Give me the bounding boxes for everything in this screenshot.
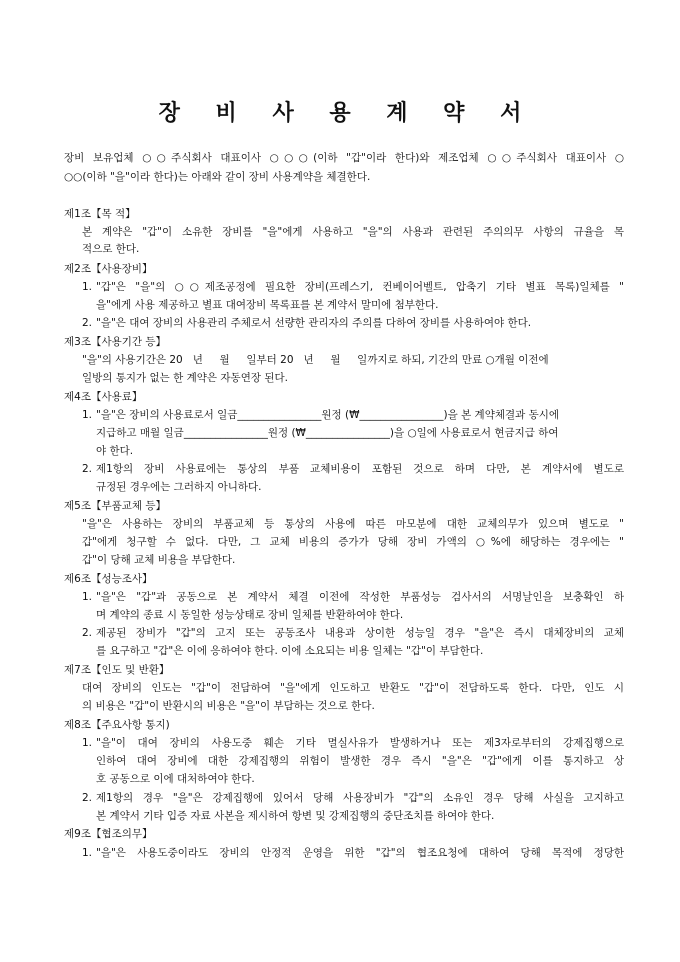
article-text: 적으로 한다.	[82, 243, 140, 255]
item-text: "을"은 대여 장비의 사용관리 주체로서 선량한 관리자의 주의를 다하여 장비를 사용하여야 한다.	[96, 317, 532, 329]
item-text: 규정된 경우에는 그러하지 아니하다.	[96, 481, 262, 493]
item-text: "을"은 "갑"과 공동으로 본 계약서 체결 이전에 작성한 부품성능 검사서의 서명날인을 보충확인 하	[96, 591, 624, 603]
article-text: 본 계약은 "갑"이 소유한 장비를 "을"에게 사용하고 "을"의 사용과 관련된 주의의무 사항의 규율을 목	[82, 226, 624, 238]
item-text: 인하여 대여 장비에 대한 강제집행의 위험이 발생한 경우 즉시 "을"은 "갑"에게 이를 통지하고 상	[96, 755, 624, 767]
article-heading: 제7조【인도 및 반환】	[64, 664, 170, 676]
item-text: 제1항의 경우 "을"은 강제집행에 있어서 당해 사용장비가 "갑"의 소유인 경우 당해 사실을 고지하고	[96, 792, 624, 804]
intro-line: ○○(이하 "을"이라 한다)는 아래와 같이 장비 사용계약을 체결한다.	[64, 171, 371, 183]
article-text: 갑"이 당해 교체 비용을 부담한다.	[82, 554, 236, 566]
item-text: "을"은 장비의 사용료로서 일금________________원정 (₩________________)을 본 계약체결과 동시에	[96, 409, 560, 421]
article-text: "을"은 사용하는 장비의 부품교체 등 통상의 사용에 따른 마모분에 대한 교체의무가 있으며 별도로 "	[82, 518, 624, 530]
item-number: 2.	[82, 792, 93, 804]
article-text: "을"의 사용기간은 20 년 월 일부터 20 년 월 일까지로 하되, 기간의 만료 ○개월 이전에	[82, 354, 549, 366]
item-text: 을"에게 사용 제공하고 별표 대여장비 목록표를 본 계약서 말미에 첨부한다.	[96, 299, 439, 311]
article-heading: 제5조【부품교체 등】	[64, 500, 167, 512]
article-heading: 제8조【주요사항 통지)	[64, 719, 170, 731]
article-heading: 제1조【목 적】	[64, 208, 136, 220]
item-text: 를 요구하고 "갑"은 이에 응하여야 한다. 이에 소요되는 비용 일체는 "갑"이 부담한다.	[96, 645, 484, 657]
article-text: 의 비용은 "갑"이 반환시의 비용은 "을"이 부담하는 것으로 한다.	[82, 700, 375, 712]
article-text: 갑"에게 청구할 수 없다. 다만, 그 교체 비용의 증가가 당해 장비 가액의 ○%에 해당하는 경우에는 "	[82, 536, 624, 548]
item-text: 야 한다.	[96, 445, 134, 457]
article-heading: 제2조【사용장비】	[64, 263, 153, 275]
item-text: 본 계약서 기타 입증 자료 사본을 제시하여 항변 및 강제집행의 중단조치를 하여야 한다.	[96, 810, 495, 822]
item-number: 1.	[82, 591, 93, 603]
item-text: 며 계약의 종료 시 동일한 성능상태로 장비 일체를 반환하여야 한다.	[96, 609, 404, 621]
item-number: 1.	[82, 281, 93, 293]
item-text: 제1항의 장비 사용료에는 통상의 부품 교체비용이 포함된 것으로 하며 다만, 본 계약서에 별도로	[96, 463, 624, 475]
item-text: "갑"은 "을"의 ○○제조공정에 필요한 장비(프레스기, 컨베이어벨트, 압축기 기타 별표 목록)일체를 "	[96, 281, 624, 293]
intro-line: 장비 보유업체 ○○주식회사 대표이사 ○○○(이하 "갑"이라 한다)와 제조업체 ○○주식회사 대표이사 ○	[64, 152, 624, 164]
article-heading: 제6조【성능조사】	[64, 573, 153, 585]
item-text: 지급하고 매월 일금________________원정 (₩________________)을 ○일에 사용료로서 현금지급 하여	[96, 427, 559, 439]
item-number: 2.	[82, 627, 93, 639]
item-text: "을"은 사용도중이라도 장비의 안정적 운영을 위한 "갑"의 협조요청에 대하여 당해 목적에 정당한	[96, 847, 624, 859]
document-title: 장 비 사 용 계 약 서	[158, 101, 536, 126]
article-text: 일방의 통지가 없는 한 계약은 자동연장 된다.	[82, 372, 288, 384]
item-number: 1.	[82, 847, 93, 859]
article-heading: 제3조【사용기간 등】	[64, 336, 167, 348]
article-heading: 제4조【사용료】	[64, 391, 143, 403]
article-heading: 제9조【협조의무】	[64, 828, 153, 840]
item-number: 1.	[82, 737, 93, 749]
item-text: "을"이 대여 장비의 사용도중 훼손 기타 멸실사유가 발생하거나 또는 제3자로부터의 강제집행으로	[96, 737, 624, 749]
item-number: 2.	[82, 317, 93, 329]
item-text: 제공된 장비가 "갑"의 고지 또는 공동조사 내용과 상이한 성능일 경우 "을"은 즉시 대체장비의 교체	[96, 627, 624, 639]
article-text: 대여 장비의 인도는 "갑"이 전담하여 "을"에게 인도하고 반환도 "갑"이 전담하도록 한다. 다만, 인도 시	[82, 682, 624, 694]
item-number: 1.	[82, 409, 93, 421]
item-text: 호 공동으로 이에 대처하여야 한다.	[96, 773, 255, 785]
item-number: 2.	[82, 463, 93, 475]
